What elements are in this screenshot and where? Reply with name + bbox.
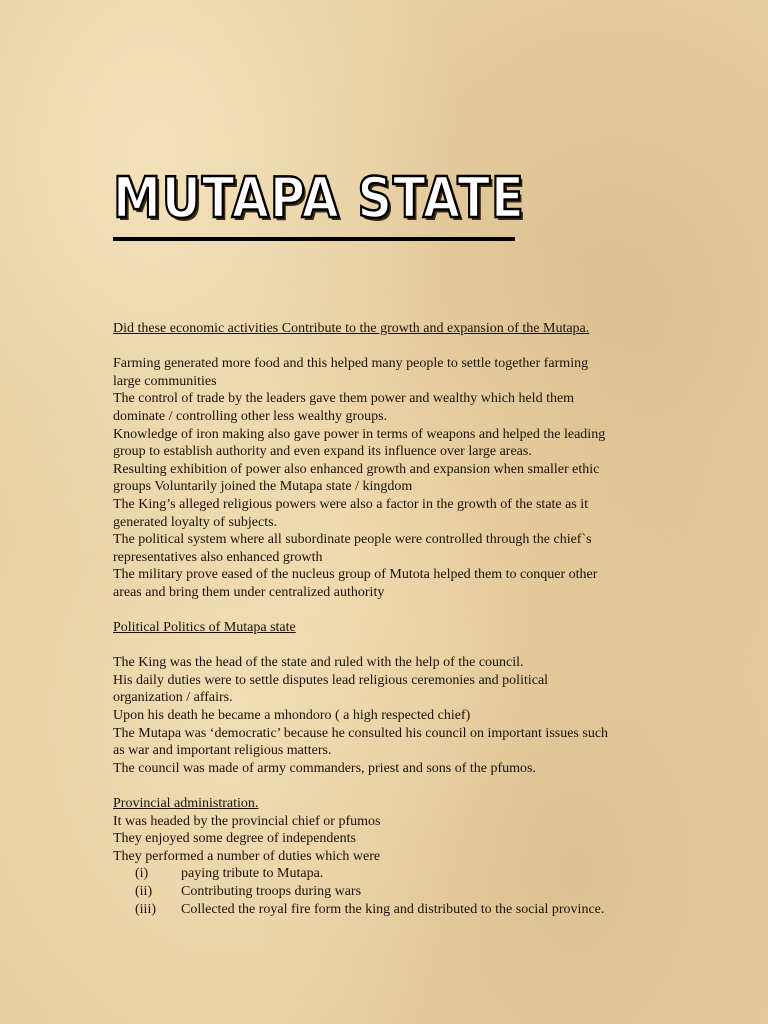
text-line: dominate / controlling other less wealthy groups.: [113, 408, 388, 424]
section-politics-lines: [113, 654, 658, 777]
list-item-number: (iii): [135, 901, 156, 917]
text-line: large communities: [113, 373, 217, 389]
text-line: generated loyalty of subjects.: [113, 514, 278, 530]
text-line: The political system where all subordinate people were controlled through the chief`s: [113, 532, 592, 548]
list-item-number: (i): [135, 866, 149, 882]
text-line: The military prove eased of the nucleus group of Mutota helped them to conquer other: [113, 567, 598, 583]
paragraph-gap: [113, 637, 658, 655]
section-heading-politics: Political Politics of Mutapa state: [113, 620, 296, 636]
text-line: Knowledge of iron making also gave power in terms of weapons and helped the leading: [113, 426, 606, 442]
section-provincial-lines: [113, 813, 658, 866]
text-line: It was headed by the provincial chief or pfumos: [113, 813, 381, 829]
text-line: as war and important religious matters.: [113, 743, 332, 759]
paragraph-gap: [113, 338, 658, 356]
list-item: [113, 865, 658, 883]
document-body: [113, 320, 658, 918]
list-item: [113, 883, 658, 901]
text-line: They enjoyed some degree of independents: [113, 831, 356, 847]
text-line: The Mutapa was ‘democratic’ because he consulted his council on important issues such: [113, 725, 609, 741]
section-heading-economic: Did these economic activities Contribute to the growth and expansion of the Mutapa.: [113, 321, 590, 336]
duties-list: [113, 865, 658, 918]
text-line: Resulting exhibition of power also enhanced growth and expansion when smaller ethic: [113, 461, 600, 477]
text-line: The council was made of army commanders, priest and sons of the pfumos.: [113, 760, 537, 776]
text-line: Upon his death he became a mhondoro ( a high respected chief): [113, 708, 471, 724]
paragraph-gap: [113, 777, 658, 795]
title-underline-rule: [113, 237, 515, 241]
list-item-number: (ii): [135, 884, 153, 899]
text-line: The King was the head of the state and ruled with the help of the council.: [113, 655, 524, 671]
list-item-text: paying tribute to Mutapa.: [181, 866, 324, 882]
list-item: [113, 901, 658, 919]
text-line: organization / affairs.: [113, 690, 233, 706]
list-item-text: Collected the royal fire form the king and distributed to the social province.: [181, 901, 605, 917]
text-line: areas and bring them under centralized authority: [113, 584, 385, 600]
paragraph-gap: [113, 602, 658, 620]
text-line: The control of trade by the leaders gave them power and wealthy which held them: [113, 391, 575, 407]
text-line: Farming generated more food and this helped many people to settle together farming: [113, 356, 589, 372]
section-economic-lines: [113, 355, 658, 601]
section-heading-provincial: Provincial administration.: [113, 796, 259, 812]
text-line: His daily duties were to settle disputes lead religious ceremonies and political: [113, 672, 549, 688]
document-title: MUTAPA STATE: [113, 166, 525, 231]
text-line: group to establish authority and even expand its influence over large areas.: [113, 444, 532, 460]
text-line: They performed a number of duties which were: [113, 848, 381, 864]
text-line: representatives also enhanced growth: [113, 549, 323, 565]
text-line: groups Voluntarily joined the Mutapa state / kingdom: [113, 479, 413, 495]
title-block: [113, 168, 592, 230]
text-line: The King’s alleged religious powers were also a factor in the growth of the state as it: [113, 496, 589, 512]
list-item-text: Contributing troops during wars: [181, 884, 362, 899]
